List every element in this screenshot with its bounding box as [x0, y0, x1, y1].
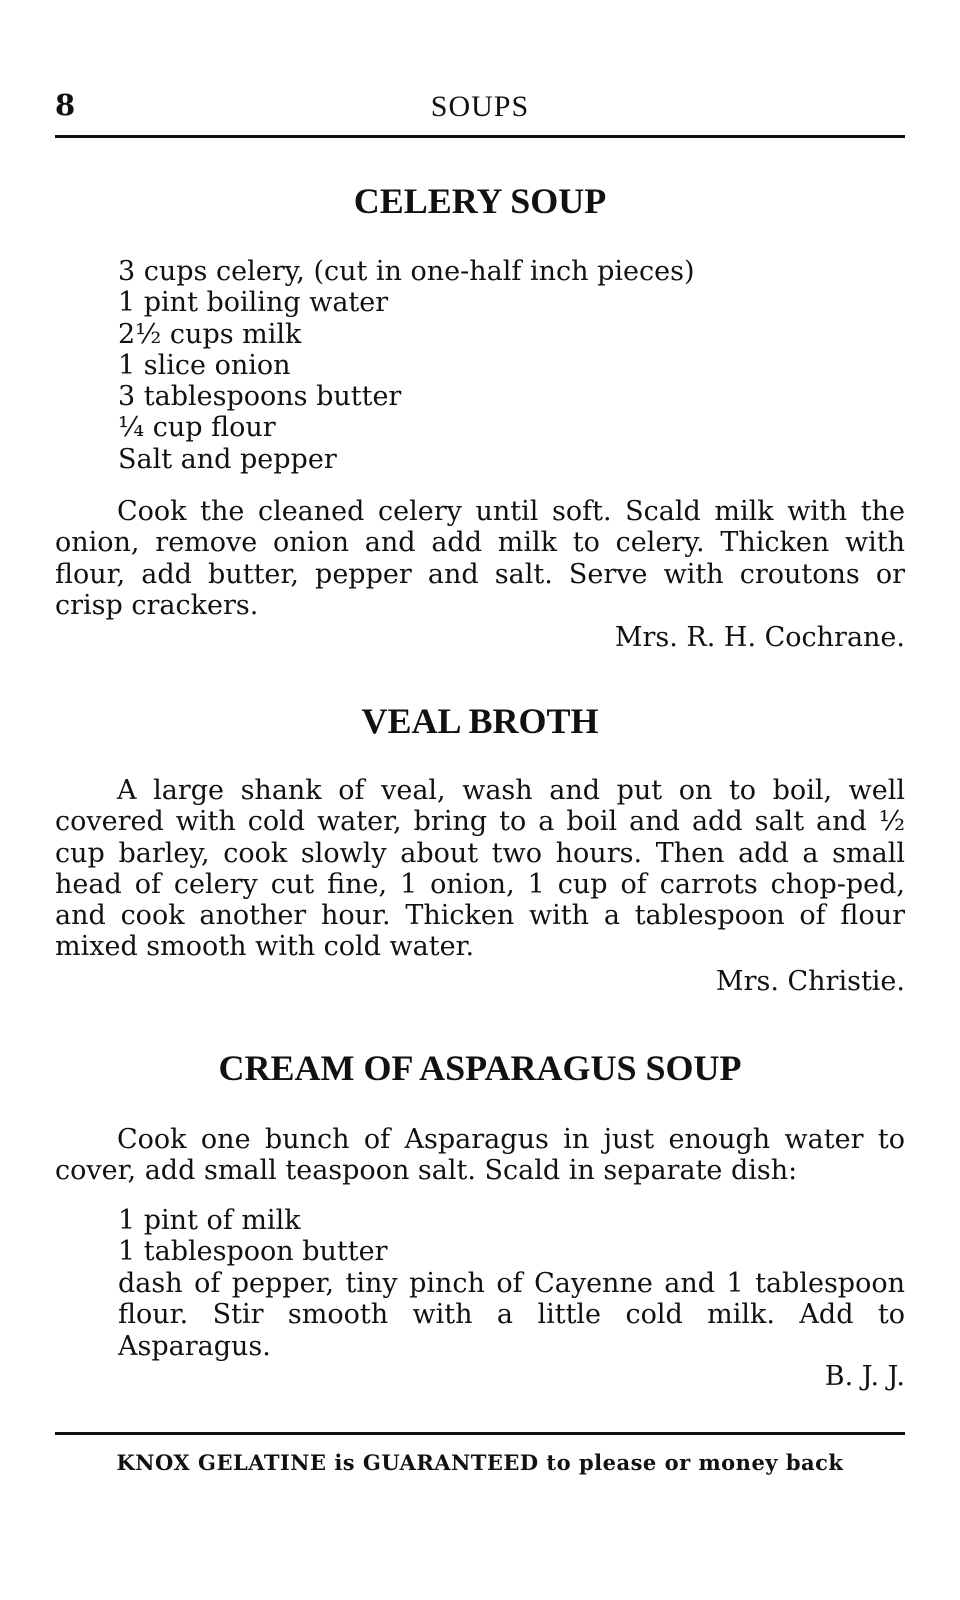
celery-ingredient-list — [118, 256, 908, 475]
ingredient-item: 1 tablespoon butter — [118, 1236, 388, 1268]
ingredient-item: 3 cups celery, (cut in one-half inch pieces) — [118, 256, 695, 287]
asparagus-ingredient-list — [118, 1205, 908, 1268]
ingredient-item: 1 pint of milk — [118, 1205, 301, 1236]
recipe-title-celery-soup: CELERY SOUP — [353, 181, 607, 221]
celery-signature: Mrs. R. H. Cochrane. — [614, 622, 905, 653]
recipe-title-asparagus-soup: CREAM OF ASPARAGUS SOUP — [218, 1048, 742, 1088]
asparagus-intro-text: Cook one bunch of Asparagus in just enough water to cover, add small teaspoon salt. Scald in separate dish: — [55, 1124, 905, 1187]
recipe-title-veal-broth: VEAL BROTH — [361, 701, 599, 741]
ingredient-item: ¼ cup flour — [118, 412, 276, 444]
ingredient-item: 1 slice onion — [118, 349, 291, 381]
ingredient-item: 1 pint boiling water — [118, 287, 389, 319]
celery-method — [55, 496, 905, 621]
ingredient-item: 2½ cups milk — [118, 318, 302, 350]
veal-signature: Mrs. Christie. — [715, 966, 905, 997]
section-title: SOUPS — [430, 90, 530, 123]
asparagus-signature: B. J. J. — [824, 1361, 905, 1392]
footer-rule — [55, 1432, 905, 1435]
veal-method — [55, 775, 905, 963]
header-rule — [55, 135, 905, 138]
ingredient-item: Salt and pepper — [118, 443, 337, 475]
veal-method-text: A large shank of veal, wash and put on to boil, well covered with cold water, bring to a boil and add salt and ½ cup barley, cook slowly about two hours. Then add a small head of celery cut fine, 1 onion, 1 cup of carrots chop-ped, and cook another hour. Thicken with a tablespoon of flour mixed smooth with cold water. — [55, 775, 905, 963]
asparagus-intro — [55, 1124, 905, 1187]
asparagus-instruction: dash of pepper, tiny pinch of Cayenne and 1 tablespoon flour. Stir smooth with a little cold milk. Add to Asparagus. — [118, 1268, 905, 1362]
page-number: 8 — [55, 88, 76, 122]
ingredient-item: 3 tablespoons butter — [118, 381, 402, 413]
page-header — [55, 88, 905, 128]
celery-method-text: Cook the cleaned celery until soft. Scald milk with the onion, remove onion and add milk to celery. Thicken with flour, add butter, pepper and salt. Serve with croutons or crisp crackers. — [55, 496, 905, 621]
footer-advertisement: KNOX GELATINE is GUARANTEED to please or money back — [116, 1450, 844, 1475]
